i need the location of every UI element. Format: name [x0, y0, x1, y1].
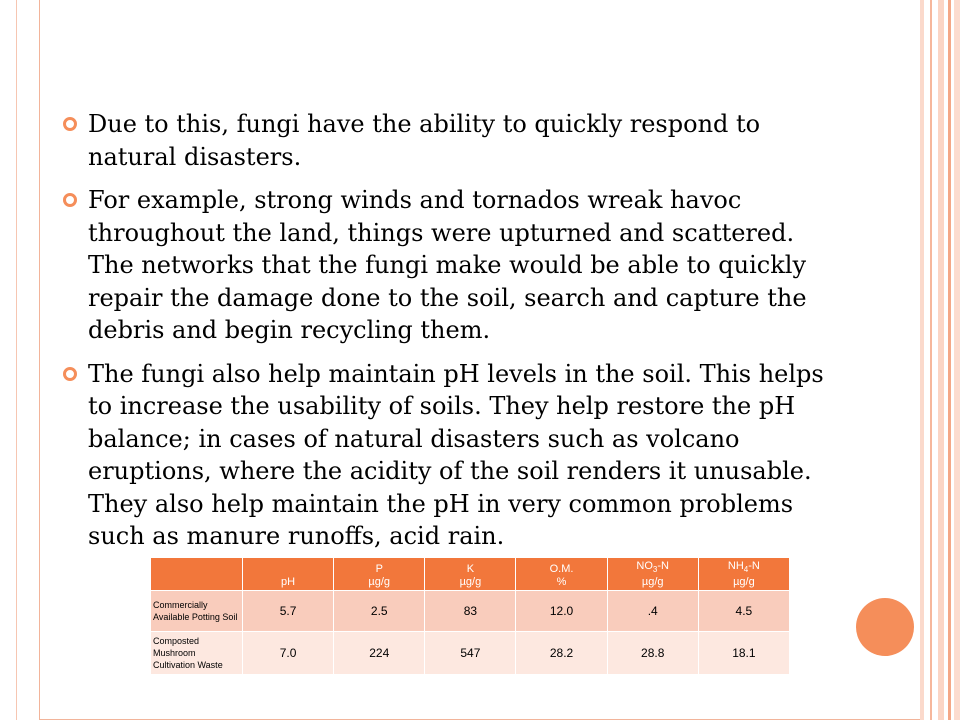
stripe — [938, 0, 944, 720]
right-decorative-stripes — [920, 0, 960, 720]
table-cell: 18.1 — [698, 632, 789, 675]
table-cell: 28.2 — [516, 632, 607, 675]
table-header-om: O.M. % — [516, 558, 607, 591]
bullet-item — [62, 184, 832, 347]
ring-bullet-icon — [62, 366, 78, 382]
table-header-nh4n: $NH_4-N$ µg/g — [698, 558, 789, 591]
stripe — [930, 0, 932, 720]
table-cell: 12.0 — [516, 591, 607, 632]
table-row — [151, 591, 790, 632]
table-header-k: K µg/g — [425, 558, 516, 591]
stripe — [920, 0, 924, 720]
table-cell: 28.8 — [607, 632, 698, 675]
table-cell: 83 — [425, 591, 516, 632]
table-header-blank — [151, 558, 243, 591]
table-header-no3n: $NO_3-N$ µg/g — [607, 558, 698, 591]
decorative-accent-circle — [856, 598, 914, 656]
left-frame-border — [0, 0, 40, 720]
table-cell: 547 — [425, 632, 516, 675]
table-cell: 2.5 — [334, 591, 425, 632]
table-cell: 4.5 — [698, 591, 789, 632]
table-header-row — [151, 558, 790, 591]
row-label: Commercially Available Potting Soil — [151, 591, 243, 632]
bullet-list — [62, 108, 832, 564]
table-row — [151, 632, 790, 675]
table-cell: 7.0 — [243, 632, 334, 675]
table-cell: 224 — [334, 632, 425, 675]
bullet-text: For example, strong winds and tornados wreak havoc throughout the land, things were upturned and scattered. The networks that the fungi make would be able to quickly repair the damage done to the soil, search and capture the debris and begin recycling them. — [88, 186, 807, 344]
table-cell: 5.7 — [243, 591, 334, 632]
bullet-item — [62, 108, 832, 173]
stripe — [948, 0, 951, 720]
row-label: Composted Mushroom Cultivation Waste — [151, 632, 243, 675]
stripe — [954, 0, 960, 720]
table-cell: .4 — [607, 591, 698, 632]
table-header-p: P µg/g — [334, 558, 425, 591]
table-header-ph: pH — [243, 558, 334, 591]
bullet-text: Due to this, fungi have the ability to quickly respond to natural disasters. — [88, 110, 761, 171]
ring-bullet-icon — [62, 192, 78, 208]
bullet-text: The fungi also help maintain pH levels in the soil. This helps to increase the usability of soils. They help restore the pH balance; in cases of natural disasters such as volcano eruptions, where the acidity of the soil renders it unusable. They also help maintain the pH in very common problems such as manure runoffs, acid rain. — [88, 359, 824, 550]
bullet-item — [62, 358, 832, 553]
soil-comparison-table — [150, 557, 790, 675]
ring-bullet-icon — [62, 116, 78, 132]
